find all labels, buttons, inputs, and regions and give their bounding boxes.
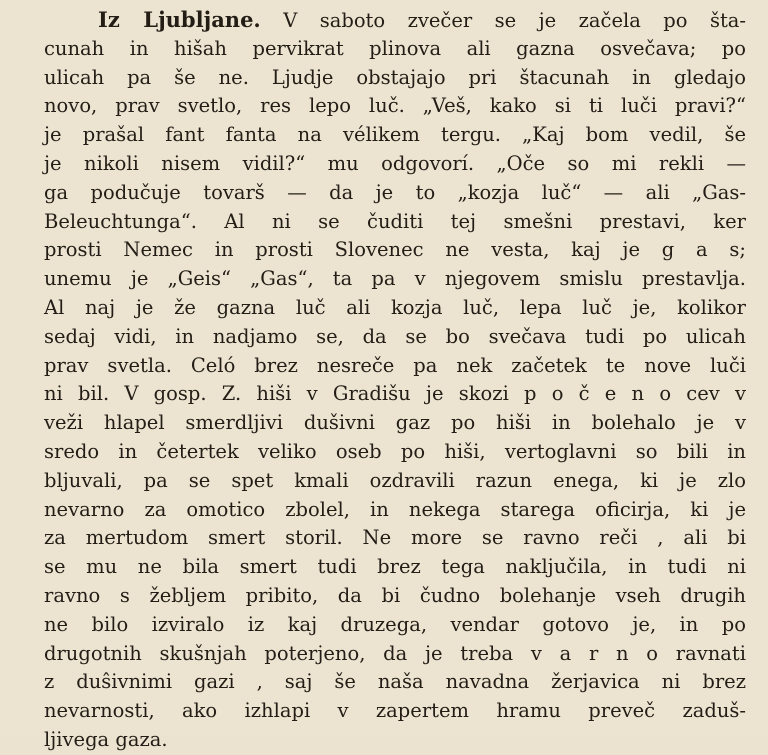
article-line-21: ravno s žebljem pribito, da bi čudno bolehanje vseh drugih xyxy=(44,583,746,607)
article-line-23: drugotnih skušnjah poterjeno, da je treba v a r n o ravnati xyxy=(44,641,746,665)
article-line-22: ne bilo izviralo iz kaj druzega, vendar gotovo je, in po xyxy=(44,612,746,636)
article-line-2: cunah in hišah pervikrat plinova ali gazna osvečava; po xyxy=(44,36,746,60)
article-line-7: ga podučuje tovarš — da je to „kozja luč“ — ali „Gas- xyxy=(44,180,746,204)
article-line-3: ulicah pa še ne. Ljudje obstajajo pri štacunah in gledajo xyxy=(44,65,746,89)
article-line-1 xyxy=(44,6,746,35)
article-line-17: bljuvali, pa se spet kmali ozdravili razun enega, ki je zlo xyxy=(44,468,746,492)
article-column xyxy=(44,6,746,755)
article-line-15: veži hlapel smerdljivi dušivni gaz po hiši in bolehalo je v xyxy=(44,411,746,435)
article-line-8: Beleuchtunga“. Al ni se čuditi tej smešni prestavi, ker xyxy=(44,209,746,233)
article-line-12: sedaj vidi, in nadjamo se, da se bo svečava tudi po ulicah xyxy=(44,324,746,348)
article-heading: Iz Ljubljane. xyxy=(98,7,261,32)
article-line-14: ni bil. V gosp. Z. hiši v Gradišu je skozi p o č e n o cev v xyxy=(44,382,746,406)
article-line-6: je nikoli nisem vidil?“ mu odgovorí. „Oče so mi rekli — xyxy=(44,151,746,175)
article-line-5: je prašal fant fanta na vélikem tergu. „Kaj bom vedil, še xyxy=(44,123,746,147)
article-line-10: unemu je „Geis“ „Gas“, ta pa v njegovem smislu prestavlja. xyxy=(44,267,746,291)
article-line-24: z duŝivnimi gazi , saj še naša navadna žerjavica ni brez xyxy=(44,670,746,694)
article-line-4: novo, prav svetlo, res lepo luč. „Veš, kako si ti luči pravi?“ xyxy=(44,94,746,118)
article-line-26: ljivega gaza. xyxy=(44,727,168,751)
article-line-9: prosti Nemec in prosti Slovenec ne vesta, kaj je g a s; xyxy=(44,238,746,262)
article-line-13: prav svetla. Celó brez nesreče pa nek začetek te nove luči xyxy=(44,353,746,377)
article-line-16: sredo in četertek veliko oseb po hiši, vertoglavni so bili in xyxy=(44,439,746,463)
article-line-1-text: V saboto zvečer se je začela po šta- xyxy=(283,9,747,32)
article-line-11: Al naj je že gazna luč ali kozja luč, lepa luč je, kolikor xyxy=(44,295,746,319)
article-line-19: za mertudom smert storil. Ne more se ravno reči , ali bi xyxy=(44,526,746,550)
article-line-25: nevarnosti, ako izhlapi v zapertem hramu preveč zaduš- xyxy=(44,699,746,723)
article-line-20: se mu ne bila smert tudi brez tega naključila, in tudi ni xyxy=(44,555,746,579)
article-line-18: nevarno za omotico zbolel, in nekega starega oficirja, ki je xyxy=(44,497,746,521)
